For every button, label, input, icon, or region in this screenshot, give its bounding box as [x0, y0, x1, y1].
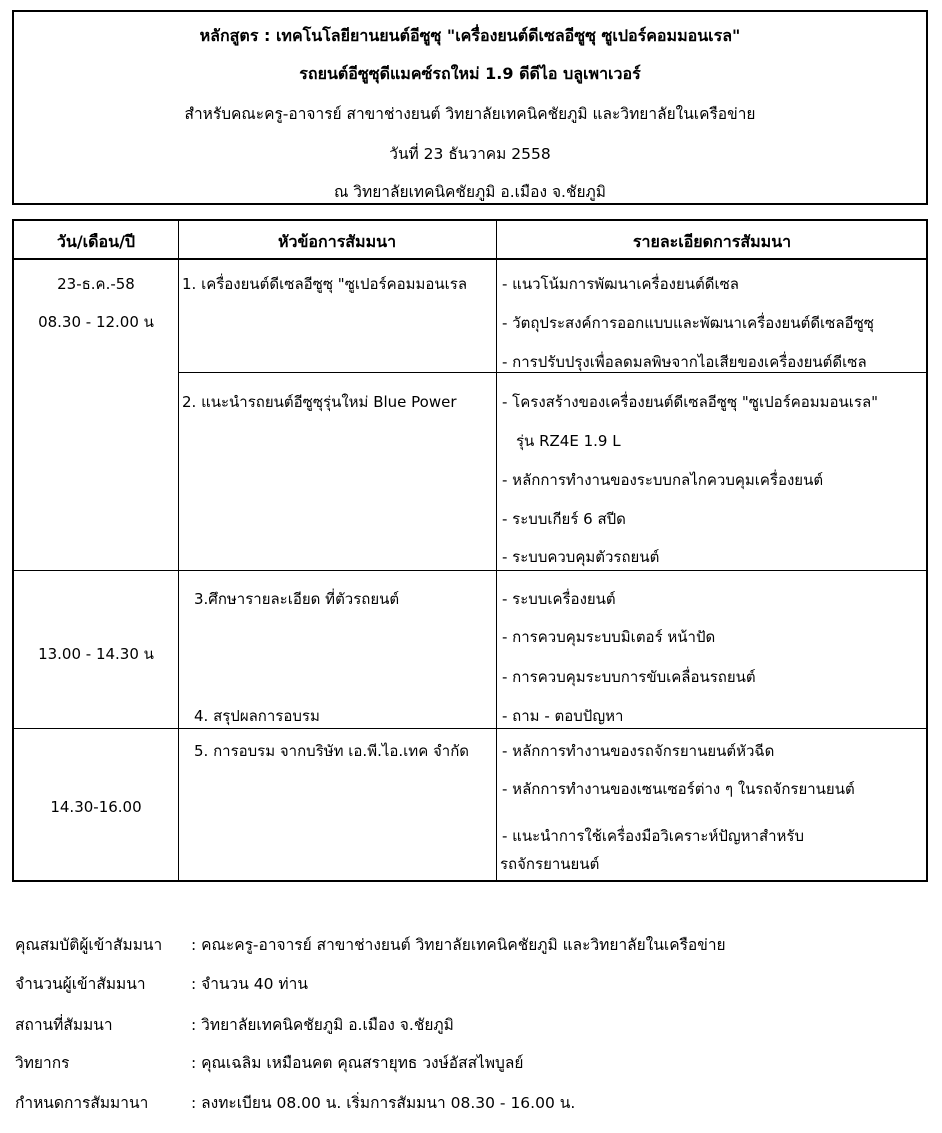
topic-item: 1. เครื่องยนต์ดีเซลอีซูซุ "ซูเปอร์คอมมอนเรล: [182, 275, 468, 293]
session-time: 14.30-16.00: [50, 798, 142, 816]
detail-item: - ถาม - ตอบปัญหา: [502, 707, 624, 725]
info-speakers: [15, 1050, 915, 1072]
detail-item: - หลักการทำงานของเซนเซอร์ต่าง ๆ ในรถจักรยานยนต์: [502, 780, 855, 798]
session-time: 13.00 - 14.30 น: [38, 645, 154, 663]
session-date: 23-ธ.ค.-58: [57, 275, 135, 293]
info-value: : ลงทะเบียน 08.00 น. เริ่มการสัมมนา 08.30 - 16.00 น.: [191, 1094, 576, 1112]
info-participants: [15, 971, 915, 993]
info-label: จำนวนผู้เข้าสัมมนา: [15, 975, 146, 993]
info-value: : วิทยาลัยเทคนิคชัยภูมิ อ.เมือง จ.ชัยภูมิ: [191, 1016, 454, 1034]
column-header-date: วัน/เดือน/ปี: [56, 232, 136, 251]
detail-item: - หลักการทำงานของระบบกลไกควบคุมเครื่องยนต์: [502, 471, 824, 489]
course-subtitle: รถยนต์อีซูซุดีแมคซ์รถใหม่ 1.9 ดีดีไอ บลูเพาเวอร์: [299, 64, 641, 83]
info-label: คุณสมบัติผู้เข้าสัมมนา: [15, 936, 163, 954]
course-header: [12, 10, 928, 205]
detail-item: - หลักการทำงานของรถจักรยานยนต์หัวฉีด: [502, 742, 775, 760]
detail-item: - ระบบเกียร์ 6 สปีด: [502, 510, 626, 528]
topic-item: 5. การอบรม จากบริษัท เอ.พี.ไอ.เทค จำกัด: [194, 742, 470, 760]
detail-item: - ระบบควบคุมตัวรถยนต์: [502, 548, 660, 566]
info-schedule: [15, 1090, 915, 1112]
detail-item: - โครงสร้างของเครื่องยนต์ดีเซลอีซูซุ "ซูเปอร์คอมมอนเรล": [502, 393, 879, 411]
info-label: สถานที่สัมมนา: [15, 1016, 113, 1034]
detail-item: - แนวโน้มการพัฒนาเครื่องยนต์ดีเซล: [502, 275, 739, 293]
topic-item: 3.ศึกษารายละเอียด ที่ตัวรถยนต์: [194, 590, 400, 608]
detail-item: - ระบบเครื่องยนต์: [502, 590, 616, 608]
row-divider: [14, 570, 926, 571]
info-qualification: [15, 932, 915, 954]
course-date: วันที่ 23 ธันวาคม 2558: [389, 145, 551, 163]
schedule-table: [12, 219, 928, 882]
detail-item: - วัตถุประสงค์การออกแบบและพัฒนาเครื่องยนต์ดีเซลอีซูซุ: [502, 314, 874, 332]
topic-item: 4. สรุปผลการอบรม: [194, 707, 320, 725]
row-divider: [14, 728, 926, 729]
session-time: 08.30 - 12.00 น: [38, 313, 154, 331]
info-value: : คุณเฉลิม เหมือนคต คุณสรายุทธ วงษ์อัสสไพบูลย์: [191, 1054, 524, 1072]
column-divider: [496, 221, 497, 880]
course-audience: สำหรับคณะครู-อาจารย์ สาขาช่างยนต์ วิทยาลัยเทคนิคชัยภูมิ และวิทยาลัยในเครือข่าย: [184, 105, 756, 123]
header-row-divider: [14, 258, 926, 260]
detail-item: - การควบคุมระบบการขับเคลื่อนรถยนต์: [502, 668, 756, 686]
detail-item: รุ่น RZ4E 1.9 L: [516, 432, 621, 450]
detail-item: - แนะนำการใช้เครื่องมือวิเคราะห์ปัญหาสำหรับ: [502, 827, 805, 845]
info-label: วิทยากร: [15, 1054, 70, 1072]
column-divider: [178, 221, 179, 880]
info-label: กำหนดการสัมมานา: [15, 1094, 149, 1112]
detail-item: รถจักรยานยนต์: [500, 855, 600, 873]
detail-item: - การควบคุมระบบมิเตอร์ หน้าปัด: [502, 628, 716, 646]
info-value: : คณะครู-อาจารย์ สาขาช่างยนต์ วิทยาลัยเทคนิคชัยภูมิ และวิทยาลัยในเครือข่าย: [191, 936, 726, 954]
detail-item: - การปรับปรุงเพื่อลดมลพิษจากไอเสียของเครื่องยนต์ดีเซล: [502, 353, 867, 371]
course-venue: ณ วิทยาลัยเทคนิคชัยภูมิ อ.เมือง จ.ชัยภูมิ: [333, 183, 606, 201]
info-value: : จำนวน 40 ท่าน: [191, 975, 308, 993]
course-title: หลักสูตร : เทคโนโลยียานยนต์อีซูซุ "เครื่องยนต์ดีเซลอีซูซุ ซูเปอร์คอมมอนเรล": [199, 26, 741, 45]
info-location: [15, 1012, 915, 1034]
column-header-topic: หัวข้อการสัมมนา: [277, 232, 397, 251]
topic-item: 2. แนะนำรถยนต์อีซูซุรุ่นใหม่ Blue Power: [182, 393, 457, 411]
column-header-detail: รายละเอียดการสัมมนา: [632, 232, 792, 251]
